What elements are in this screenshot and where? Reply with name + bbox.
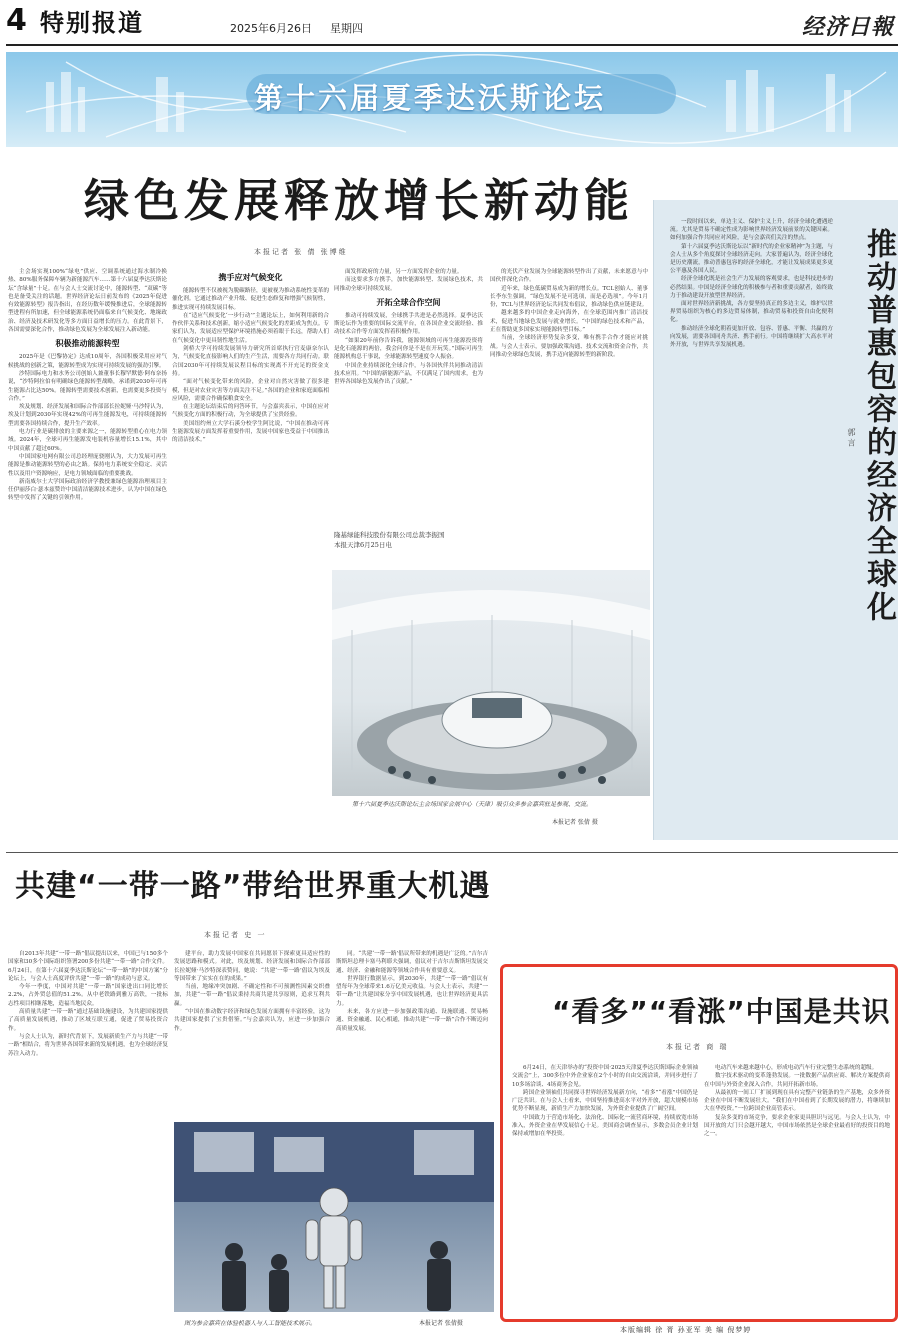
article1-col2-p: 在主题论坛结束后的问答环节，与会嘉宾表示，中国在应对气候变化方面的积极行动，为全球提供了宝贵经验。 [172, 404, 329, 419]
article1-col4-p: 近年来，绿色低碳贸易成为新的增长点。TCL创始人、董事长李东生强调，“绿色发展不是可选项，而是必选项”。今年1月份，TCL与世界经济论坛共同发布倡议，推动绿色供应链建设。 [490, 285, 648, 309]
page-footer-credits: 本版编辑 徐 胥 孙亚军 美 编 倪梦婷 [620, 1326, 752, 1334]
article1-col1b-p: 新南威尔士大学国际政治经济学教授兼绿色能源治理项目主任伊丽莎白·瑟本兹赞许中国清洁能源技术进步，认为中国在绿色转型中发挥了关键的引领作用。 [8, 478, 167, 502]
commentary-p: 面对世界经济新挑战，各方要坚持真正的多边主义，维护以世界贸易组织为核心的多边贸易体制，推动贸易和投资自由化便利化。 [670, 301, 833, 324]
photo1-credit: 本报记者 张倩 摄 [552, 819, 598, 826]
commentary-headline: 推动普惠包容的经济全球化 [861, 228, 896, 624]
article1-subhead-2: 携手应对气候变化 [218, 273, 283, 282]
article3-col2-p: 电动汽车来越来越中心，形成电动汽车行业完整生态系统的超级。 [715, 1065, 878, 1071]
article3-byline: 本报记者 商 瑞 [666, 1043, 729, 1051]
issue-date: 2025年6月26日 [230, 22, 312, 35]
article3-col1-p: 跨国企业领袖们共同探寻世界经济发展新方向，“看多”“看涨”中国仍是广泛共识。在与会人士看来，中国坚持推进高水平对外开放，超大规模市场优势不断显现，新质生产力加快发展，为外资企业提供了广阔空间。 [512, 1089, 698, 1113]
article2-col1-p: 自2013年共建“一带一路”倡议提出以来，中国已与150多个国家和30多个国际组织签署200多份共建“一带一路”合作文件。6月24日，在第十六届夏季达沃斯论坛“一带一路”的中国方案”分论坛上，与会人士高度评价共建“一带一路”的成功与意义。 [8, 951, 168, 982]
commentary-author: 郭 言 [847, 428, 856, 447]
robot-demo-photo [174, 1122, 494, 1332]
photo1-caption: 第十六届夏季达沃斯论坛主会场国家会展中心（天津）吸引众多参会嘉宾驻足参观、交流。 [352, 801, 593, 808]
article1-col2 [172, 268, 329, 828]
article2-col1 [8, 950, 168, 1328]
article1-col3b-p: 推动可持续发展，全球携手共进是必然选择。夏季达沃斯论坛作为重要的国际交流平台，在各国企业交流经验、推动技术合作等方面发挥着积极作用。 [334, 312, 483, 336]
credit-line: 本报天津6月25日电 [334, 541, 392, 549]
article3-col1-p: 中国致力于营造市场化、法治化、国际化一流营商环境，持续放宽市场准入，外资企业在华发展信心十足。美国商会调查显示，多数会员企业计划保持或增加在华投资。 [512, 1114, 698, 1138]
article1-headline: 绿色发展释放增长新动能 [84, 174, 635, 227]
article2-col2 [174, 950, 330, 1120]
article2-col2-p: “中国在推动数字经济和绿色发展方面拥有丰富经验，这为共建国家提供了宝贵借鉴。”与会嘉宾认为，应进一步加强合作。 [174, 1009, 330, 1032]
article1-col4-p: 的光伏产业发展为全球能源转型作出了贡献，未来愿意与中国伙伴深化合作。 [490, 269, 648, 284]
article3-col2 [704, 1064, 890, 1316]
article1-col3b-p: “如果20年前你告诉我，能源领域的可再生能源投资将是化石能源的两倍，我会问你是不是在开玩笑。”国际可再生能源机构总干事说，全球能源转型速度令人振奋。 [334, 337, 483, 361]
newspaper-logo: 经济日報 [802, 14, 895, 40]
article2-col1-p: 高质量共建“一带一路”通过基础设施建设，为共建国家提供了高质量发展机遇，推动了区域互联互通，促进了贸易投资合作。 [8, 1009, 168, 1032]
top-banner [6, 52, 898, 147]
article2-col3-p: 同。“共建‘一带一路’倡议所带来的机遇是广泛的。”吉尔吉斯斯坦总理卡塞马利耶夫强调，倡议对于吉尔吉斯斯坦发展交通、经济、金融和能源等领域合作具有重要意义。 [336, 951, 488, 974]
article2-col1-p: 今年一季度，中国对共建“一带一路”国家进出口同比增长2.2%，占外贸总值的51.2%。从中老铁路到雅万高铁，一批标志性项目相继落地，造福当地民众。 [8, 984, 168, 1007]
article1-col3-p: 面发挥政府的力量，另一方面发挥企业的力量。 [345, 269, 463, 275]
article1-col1b-p: 2025年是《巴黎协定》达成10周年，各国积极采用应对气候挑战的创新之策，能源转型成为实现可持续发展的强劲引擎。 [8, 354, 167, 369]
article1-byline: 本报记者 张 倩 张博维 [254, 248, 348, 256]
commentary-p: 第十六届夏季达沃斯论坛以“新时代的企业家精神”为主题，与会人士从多个角度探讨全球经济走向。大家普遍认为，经济全球化是历史潮流，推动普惠包容的经济全球化，才能让发展成果更多更公平惠及各国人民。 [670, 243, 833, 275]
venue-photo-art [332, 570, 650, 832]
section-divider [6, 852, 898, 853]
article2-col2-p: 建平台，助力发展中国家在共同愿景下探索更具适应性的发展思路和模式。对此，埃及规划、经济发展和国际合作部部长拉妮娅·马沙特深表赞同，她说：“共建‘一带一路’倡议为埃及等国带来了实实在在的成果。” [174, 951, 330, 982]
article3-headline: “看多”“看涨”中国是共识 [552, 995, 891, 1028]
article2-col3-p: 世界银行数据显示，到2030年，共建“一带一路”倡议有望每年为全球带来1.6万亿美元收益。与会人士表示，共建“一带一路”让共建国家分享中国发展机遇，也让世界经济更具活力。 [336, 975, 488, 1007]
article1-col4 [490, 268, 648, 530]
article1-col2-p: “面对气候变化带来的风险，企业对自然灾害做了很多建模，但是对农业灾害等方面关注不足。”各国的企业和家庭面临相应风险，需要合作确保粮食安全。 [172, 379, 329, 402]
commentary-box [653, 200, 898, 840]
commentary-p: 经济全球化既是社会生产力发展的客观要求，也是科技进步的必然结果。中国是经济全球化的积极参与者和重要贡献者，始终致力于推动建设开放型世界经济。 [670, 276, 833, 299]
article1-subhead-1: 积极推动能源转型 [55, 339, 120, 349]
masthead-rule [6, 44, 898, 46]
article2-col3 [336, 950, 488, 1120]
credit-line: 隆基绿能科技股份有限公司总裁李振国 [334, 531, 445, 539]
article1-col3 [334, 268, 483, 568]
page-number: 4 [6, 3, 27, 38]
article1-col2-p: 剑桥大学可持续发展领导力研究所首席执行官麦康奈尔认为，气候变化直接影响人们的生产生活，需要各方共同行动。联合国2030年可持续发展议程目标的实现离不开充足的资金支持。 [172, 346, 329, 377]
article2-byline: 本报记者 史 一 [204, 931, 267, 939]
article3-col2-p: 从最初的一间工厂扩展到现在具有完整产业链条的生产基地，众多外资企业在中国不断发展壮大。“我们在中国看到了长期发展的潜力，将继续加大在华投资。”一位跨国企业高管表示。 [704, 1089, 890, 1113]
article3-col1 [512, 1064, 698, 1316]
article2-col2-p: 当前，地缘冲突加剧、不确定性和不可预测性因素交织叠加，共建“一带一路”倡议秉持共商共建共享原则，追求互利共赢。 [174, 984, 330, 1007]
photo2-credit: 本报记者 张倩摄 [419, 1320, 463, 1327]
article1-col2-p: 在“适应气候变化‘一步行动’”主题论坛上，如何利用新的合作伙伴关系和技术创新，缩小适应气候变化的差距成为焦点。专家们认为，发展适应型保护环境措施必须着眼于长远，帮助人们在气候变化中更具韧性地生活。 [172, 312, 329, 344]
article2-col1-p: 与会人士认为，新时代背景下，发展新质生产力与共建“一带一路”相结合，将为世界各国带来新的发展机遇，也为全球经济复苏注入动力。 [8, 1033, 168, 1057]
article1-col1b-p: 电力行业是碳排放的主要来源之一，能源转型重心在电力领域。2024年，全球可再生能源发电装机容量增长15.1%，其中中国贡献了超过60%。 [8, 429, 167, 452]
article1-col2-p: 能源转型不仅被视为脱碳路径，更被视为推动系统性变革的催化剂。它通过推动产业升级、促进生态修复和增强气候韧性，推进实现可持续发展目标。 [172, 288, 329, 311]
banner-title: 第十六届夏季达沃斯论坛 [254, 81, 607, 115]
article1-credit-list [334, 530, 483, 570]
article2-headline: 共建“一带一路”带给世界重大机遇 [15, 869, 491, 904]
article1-col1b-p: 埃及规划、经济发展和国际合作部部长拉妮娅·马沙特认为，埃及计划到2030年实现42%的可再生能源发电，可持续能源转型需要各国持续合作，提升生产效率。 [8, 404, 167, 427]
article3-col2-p: 数字技术驱动的变革蓬勃发展。一批数据产品供应商、解决方案提供商在中国与外资企业深入合作，共同开拓新市场。 [704, 1073, 890, 1088]
commentary-body [670, 218, 833, 830]
article1-col1b-p: 沙特国际电力和水务公司创始人兼董事长穆罕默德·阿布奈扬说，“沙特阿拉伯有明确绿色能源转型战略，承诺到2030年可再生能源占比达50%。能源转型需要技术创新，也需要更多投资与合作。” [8, 370, 167, 402]
article3-col2-p: 复杂多变的市场竞争，要求企业家更具胆识与远见。与会人士认为，中国开放的大门只会越开越大，中国市场依然是全球企业最看好的投资目的地之一。 [704, 1114, 890, 1138]
article2-col3-p: 未来，各方应进一步加强政策沟通、设施联通、贸易畅通、资金融通、民心相通，推动共建“一带一路”合作不断迈向高质量发展。 [336, 1009, 488, 1032]
article1-col1 [8, 268, 167, 820]
article1-subhead-3: 开拓全球合作空间 [376, 297, 441, 307]
article1-col2-p: 美国纽约州立大学石溪分校学生阿比说，“中国在推动可再生能源发展方面发挥着重要作用，发展中国家也受益于中国推出的清洁技术。” [172, 420, 329, 444]
article1-col4-p: 当前，全球经济形势复杂多变，唯有携手合作才能应对挑战。与会人士表示，要加强政策沟通、技术交流和资金合作，共同推动全球绿色发展，携手迈向能源转型的新阶段。 [490, 335, 648, 358]
article1-col3-p: 而这要求多方携手，加快能源转型、发展绿色技术，共同推动全球可持续发展。 [334, 277, 483, 292]
section-title: 特别报道 [40, 9, 144, 37]
forum-venue-photo [332, 570, 650, 832]
photo2-caption: 图为参会嘉宾在体验机器人与人工智能技术展示。 [184, 1320, 317, 1327]
robot-photo-art [174, 1122, 494, 1332]
article1-col1-p: 主会场实现100%“绿电”供应、空调系统通过海水制冷换热、80%服务保障车辆为新能源汽车……第十六届夏季达沃斯论坛“含绿量”十足。在与会人士交流讨论中，能源转型、“双碳”等也是备受关注的话题。世界经济论坛日前发布的《2025年促进有效能源转型》报告指出，在经历数年缓慢推进后，全球能源转型进程有所加速，但全球能源系统仍面临来自气候变化、地缘政治、经济及技术研发化等多方面日益增长的压力。在此背景下，各国需要深化合作，推动绿色发展为全球发展注入新动能。 [8, 269, 167, 334]
commentary-p: 一段时间以来，单边主义、保护主义上升，经济全球化遭遇逆流。尤其是贸易不确定性成为影响世界经济发展前景的关键因素。如何加强合作共同应对风险，是与会嘉宾们关注的焦点。 [670, 219, 833, 242]
issue-weekday: 星期四 [330, 22, 363, 35]
commentary-p: 推动经济全球化朝着更加开放、包容、普惠、平衡、共赢的方向发展，需要各国同舟共济、携手前行。中国将继续扩大高水平对外开放，与世界共享发展机遇。 [670, 325, 833, 349]
article3-col1-p: 6月24日，在天津举办的“投资中国·2025天津夏季达沃斯国际企业领袖交流会”上，300多位中外企业家在2个小时的自由交流洽谈，并同步进行了10多场洽谈、4场商务会见。 [512, 1065, 698, 1088]
article1-col1b-p: 中国国家电网有限公司总经理庞骁刚认为，大力发展可再生能源是推动能源转型的必由之路。保持电力系统安全稳定、灵活性以及用户资源响应，是电力领域面临的重要挑战。 [8, 453, 167, 477]
article1-col3b-p: 中国企业持续深化全球合作，与各国伙伴共同推动清洁技术应用。“中国的新能源产品，不仅满足了国内需求，也为世界各国绿色发展作出了贡献。” [334, 362, 483, 386]
article1-col4-p: 越来越多的中国企业走向海外，在全球范围内推广清洁技术，促进当地绿色发展与就业增长。“中国的绿色技术和产品，正在帮助更多国家实现能源转型目标。” [490, 310, 648, 334]
